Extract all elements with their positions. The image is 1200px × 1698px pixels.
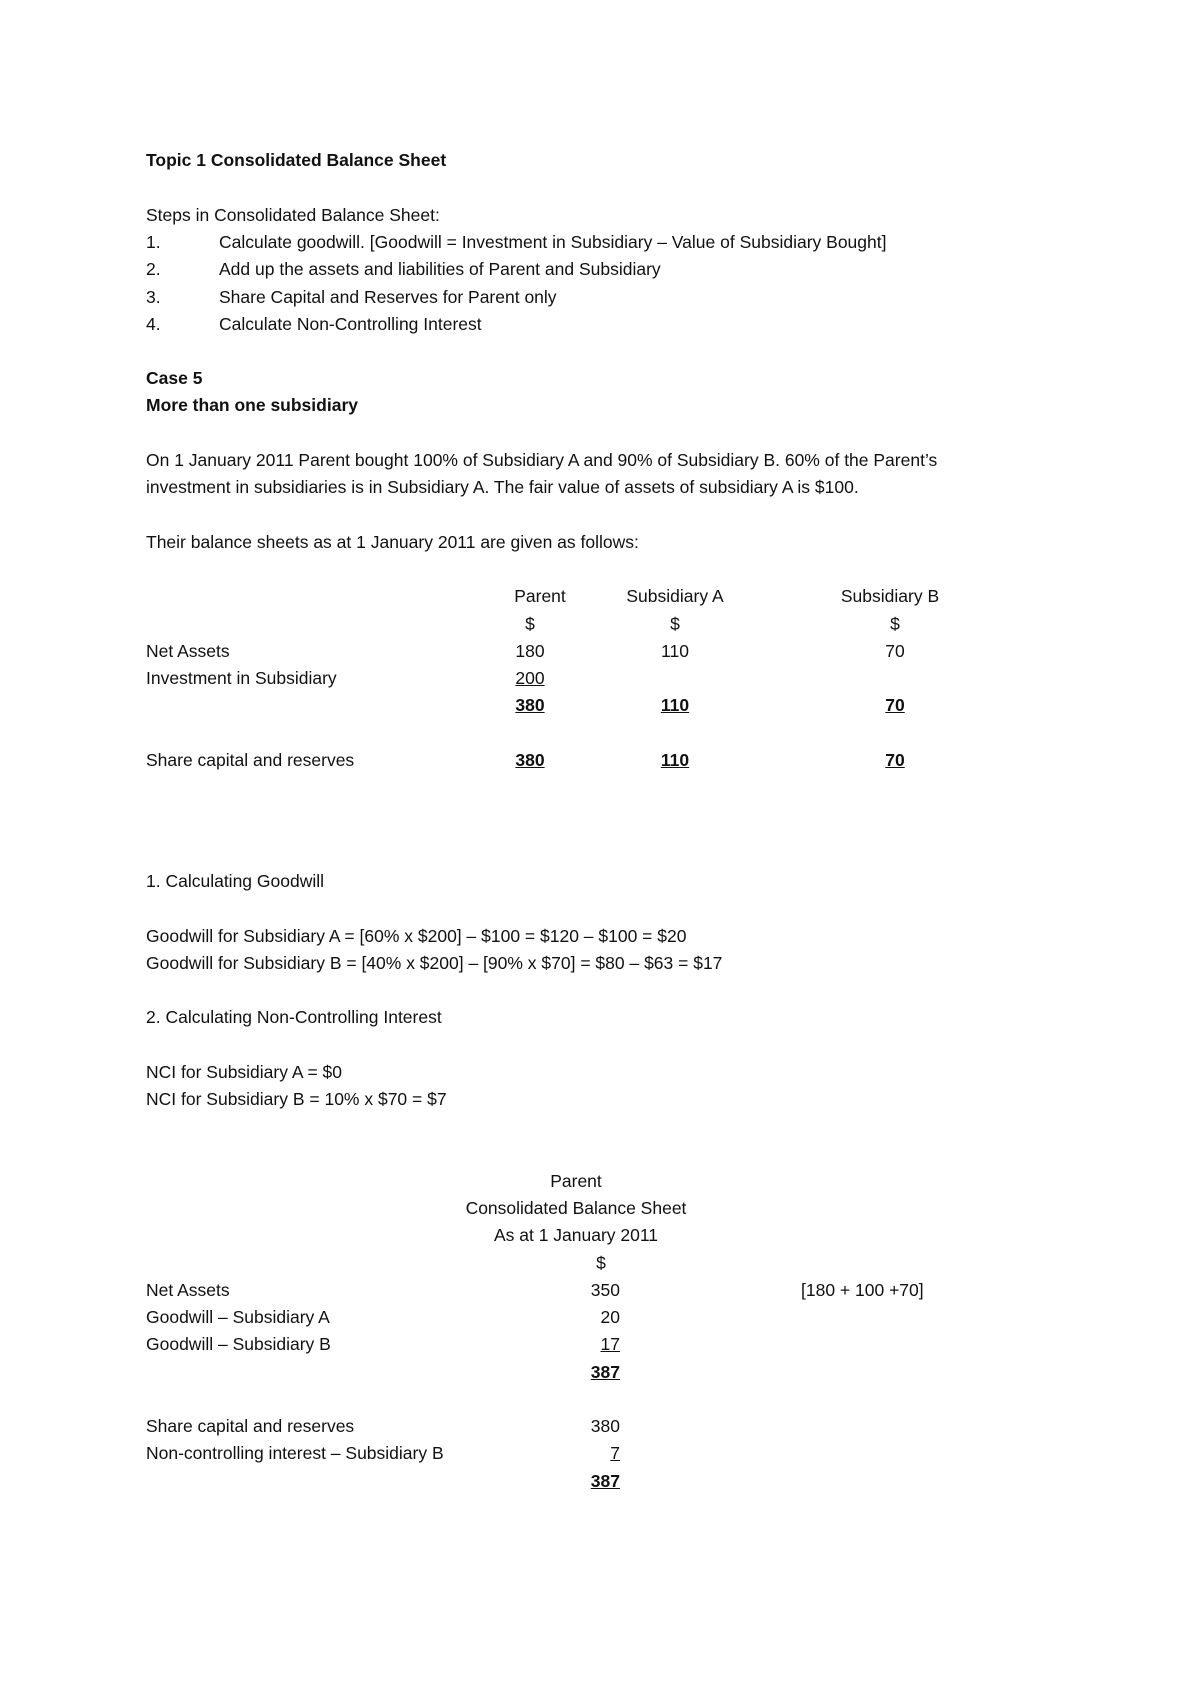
cbs-label-net-assets: Net Assets [146, 1280, 230, 1300]
cbs-value-net-assets: 350 [590, 1280, 620, 1300]
step-4-number: 4. [146, 314, 161, 334]
goodwill-subsidiary-b: Goodwill for Subsidiary B = [40% x $200] – [90% x $70] = $80 – $63 = $17 [146, 953, 723, 973]
cbs-value-goodwill-a: 20 [600, 1307, 620, 1327]
currency-parent: $ [525, 614, 535, 634]
cbs-label-share-capital: Share capital and reserves [146, 1416, 355, 1436]
share-capital-subsidiary-a: 110 [660, 750, 690, 770]
intro-line-1: On 1 January 2011 Parent bought 100% of Subsidiary A and 90% of Subsidiary B. 60% of the Parent’s [146, 450, 938, 470]
cbs-label-goodwill-b: Goodwill – Subsidiary B [146, 1334, 331, 1354]
row-label-net-assets: Net Assets [146, 641, 230, 661]
cbs-date: As at 1 January 2011 [493, 1225, 659, 1245]
step-3-text: Share Capital and Reserves for Parent only [219, 287, 557, 307]
col-header-subsidiary-a: Subsidiary A [626, 586, 724, 606]
intro-line-2: investment in subsidiaries is in Subsidiary A. The fair value of assets of subsidiary A is $100. [146, 477, 859, 497]
total-assets-parent: 380 [515, 695, 545, 715]
cbs-label-nci: Non-controlling interest – Subsidiary B [146, 1443, 444, 1463]
cbs-note-net-assets: [180 + 100 +70] [801, 1280, 924, 1300]
cbs-value-goodwill-b: 17 [600, 1334, 620, 1354]
step-1-text: Calculate goodwill. [Goodwill = Investment in Subsidiary – Value of Subsidiary Bought] [219, 232, 887, 252]
cbs-value-share-capital: 380 [590, 1416, 620, 1436]
cbs-currency: $ [596, 1253, 606, 1273]
share-capital-parent: 380 [515, 750, 545, 770]
currency-subsidiary-b: $ [890, 614, 900, 634]
step-2-number: 2. [146, 259, 161, 279]
page-title: Topic 1 Consolidated Balance Sheet [146, 150, 447, 170]
total-assets-subsidiary-b: 70 [885, 695, 905, 715]
balance-intro: Their balance sheets as at 1 January 2011 are given as follows: [146, 532, 639, 552]
cbs-title: Consolidated Balance Sheet [465, 1198, 687, 1218]
step-3-number: 3. [146, 287, 161, 307]
col-header-subsidiary-b: Subsidiary B [840, 586, 940, 606]
investment-parent: 200 [515, 668, 545, 688]
cbs-value-nci: 7 [610, 1443, 620, 1463]
col-header-parent: Parent [514, 586, 566, 606]
cbs-label-goodwill-a: Goodwill – Subsidiary A [146, 1307, 330, 1327]
steps-heading: Steps in Consolidated Balance Sheet: [146, 205, 440, 225]
case-title: More than one subsidiary [146, 395, 358, 415]
net-assets-subsidiary-a: 110 [661, 641, 689, 661]
goodwill-subsidiary-a: Goodwill for Subsidiary A = [60% x $200] – $100 = $120 – $100 = $20 [146, 926, 687, 946]
cbs-total-assets: 387 [590, 1362, 620, 1382]
share-capital-subsidiary-b: 70 [885, 750, 905, 770]
cbs-title-company: Parent [550, 1171, 602, 1191]
net-assets-parent: 180 [515, 641, 545, 661]
step-2-text: Add up the assets and liabilities of Parent and Subsidiary [219, 259, 661, 279]
currency-subsidiary-a: $ [670, 614, 680, 634]
row-label-investment: Investment in Subsidiary [146, 668, 337, 688]
step-1-number: 1. [146, 232, 161, 252]
row-label-share-capital: Share capital and reserves [146, 750, 355, 770]
goodwill-heading: 1. Calculating Goodwill [146, 871, 325, 891]
step-4-text: Calculate Non-Controlling Interest [219, 314, 482, 334]
cbs-total-equity: 387 [590, 1471, 620, 1491]
net-assets-subsidiary-b: 70 [885, 641, 905, 661]
nci-subsidiary-a: NCI for Subsidiary A = $0 [146, 1062, 343, 1082]
nci-subsidiary-b: NCI for Subsidiary B = 10% x $70 = $7 [146, 1089, 447, 1109]
total-assets-subsidiary-a: 110 [660, 695, 690, 715]
case-label: Case 5 [146, 368, 203, 388]
nci-heading: 2. Calculating Non-Controlling Interest [146, 1007, 442, 1027]
